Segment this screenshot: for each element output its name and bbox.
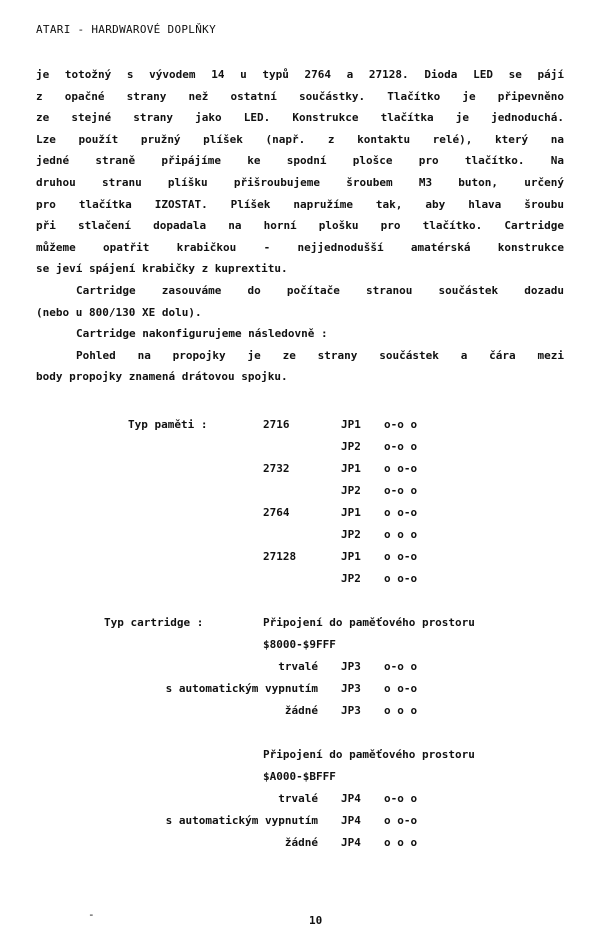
jumper-setting: o o o (384, 704, 418, 717)
cartridge-mode: žádné (284, 836, 318, 849)
jumper-label: JP2 (341, 440, 361, 453)
text-line: Cartridge nakonfigurujeme následovně : (76, 327, 328, 341)
jumper-setting: o-o o (384, 484, 418, 497)
jumper-setting: o-o o (384, 660, 418, 673)
cartridge-mode: s automatickým vypnutím (165, 814, 318, 827)
text-line: je totožný s vývodem 14 u typů 2764 a 27128. Dioda LED se pájí (36, 68, 564, 81)
page-number: 10 (309, 914, 323, 927)
text-line: body propojky znamená drátovou spojku. (36, 370, 288, 384)
text-line: Cartridge zasouváme do počítače stranou součástek dozadu (76, 283, 564, 297)
memory-space-heading: Připojení do paměťového prostoru (263, 616, 475, 629)
body-text (36, 64, 564, 388)
text-line: pro tlačítka IZOSTAT. Plíšek napružíme tak, aby hlava šroubu (36, 197, 564, 211)
jumper-label: JP1 (341, 506, 361, 519)
jumper-label: JP4 (341, 814, 361, 827)
jumper-label: JP3 (341, 660, 361, 673)
running-header: ATARI - HARDWAROVÉ DOPLŇKY (36, 23, 216, 36)
jumper-setting: o o-o (384, 682, 418, 695)
jumper-setting: o o-o (384, 572, 418, 585)
address-range: $8000-$9FFF (263, 638, 336, 651)
jumper-setting: o o o (384, 836, 418, 849)
jumper-label: JP2 (341, 572, 361, 585)
jumper-setting: o-o o (384, 440, 418, 453)
memory-type: 2732 (263, 462, 290, 475)
jumper-setting: o o-o (384, 550, 418, 563)
jumper-setting: o o-o (384, 462, 418, 475)
text-line: můžeme opatřit krabičkou - nejjednodušší amatérská konstrukce (36, 240, 564, 254)
jumper-label: JP4 (341, 792, 361, 805)
jumper-setting: o-o o (384, 792, 418, 805)
text-line: z opačné strany než ostatní součástky. Tlačítko je připevněno (36, 89, 564, 103)
cartridge-mode: trvalé (278, 792, 318, 805)
text-line: Pohled na propojky je ze strany součástek a čára mezi (76, 348, 564, 362)
jumper-label: JP3 (341, 682, 361, 695)
memory-type: 27128 (263, 550, 297, 563)
memory-space-heading: Připojení do paměťového prostoru (263, 748, 475, 761)
jumper-label: JP2 (341, 484, 361, 497)
memory-type-label: Typ paměti : (128, 418, 208, 431)
text-line: (nebo u 800/130 XE dolu). (36, 305, 202, 319)
jumper-setting: o-o o (384, 418, 418, 431)
text-line: Lze použít pružný plíšek (např. z kontaktu relé), který na (36, 132, 564, 146)
memory-type: 2716 (263, 418, 290, 431)
jumper-setting: o o o (384, 528, 418, 541)
jumper-label: JP1 (341, 418, 361, 431)
address-range: $A000-$BFFF (263, 770, 336, 783)
cartridge-mode: žádné (284, 704, 318, 717)
text-line: jedné straně připájíme ke spodní plošce pro tlačítko. Na (36, 154, 564, 168)
cartridge-mode: s automatickým vypnutím (165, 682, 318, 695)
jumper-setting: o o-o (384, 506, 418, 519)
jumper-label: JP2 (341, 528, 361, 541)
text-line: ze stejné strany jako LED. Konstrukce tlačítka je jednoduchá. (36, 111, 564, 125)
text-line: druhou stranu plíšku přišroubujeme šroubem M3 buton, určený (36, 175, 564, 189)
footer-dash: - (88, 908, 95, 921)
cartridge-type-label: Typ cartridge : (104, 616, 204, 629)
memory-type: 2764 (263, 506, 290, 519)
jumper-label: JP1 (341, 462, 361, 475)
text-line: při stlačení dopadala na horní plošku pro tlačítko. Cartridge (36, 219, 564, 233)
jumper-label: JP1 (341, 550, 361, 563)
jumper-setting: o o-o (384, 814, 418, 827)
jumper-label: JP4 (341, 836, 361, 849)
cartridge-mode: trvalé (278, 660, 318, 673)
jumper-label: JP3 (341, 704, 361, 717)
text-line: se jeví spájení krabičky z kuprextitu. (36, 262, 288, 276)
